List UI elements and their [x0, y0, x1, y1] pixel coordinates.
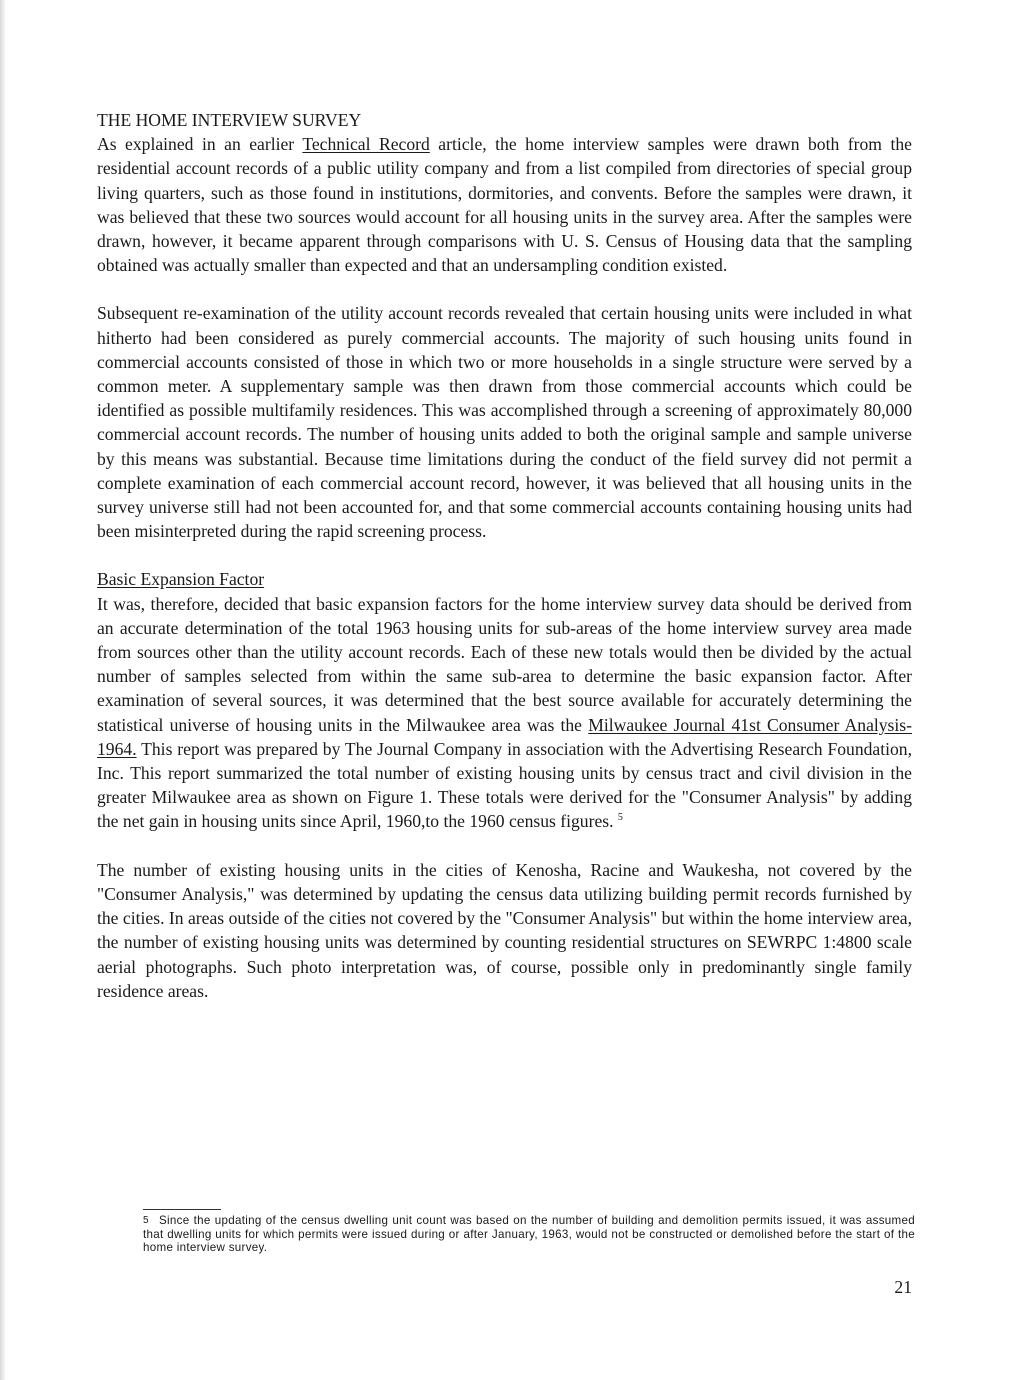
- subsection-title: Basic Expansion Factor: [97, 569, 265, 590]
- section-title: THE HOME INTERVIEW SURVEY: [97, 110, 362, 130]
- scan-edge-shadow: [0, 0, 6, 1380]
- footnote-number: 5: [143, 1215, 149, 1226]
- page-number: 21: [894, 1277, 912, 1297]
- footnote: [143, 1214, 915, 1255]
- paragraph-expansion-factor: [97, 592, 912, 834]
- expansion-text-start: It was, therefore, decided that basic expansion factors for the home interview survey data should be derived from an accurate determination of the total 1963 housing units for sub-areas of the home interview survey area made from sources other than the utility account records. Each of these new totals would then be divided by the actual number of samples selected from within the same sub-area to determine the basic expansion factor. After examination of several sources, it was determined that the best source available for accurately determining the statistical universe of housing units in the Milwaukee area was the: [97, 593, 912, 735]
- intro-text-start: As explained in an earlier: [97, 134, 303, 155]
- footnote-text: Since the updating of the census dwelling unit count was based on the number of building and demolition permits issued, it was assumed that dwelling units for which permits were issued during or after January, 1963, would not be constructed or demolished before the start of the home interview survey.: [143, 1214, 915, 1254]
- footnote-reference: 5: [617, 812, 623, 824]
- expansion-text-end: This report was prepared by The Journal Company in association with the Advertising Research Foundation, Inc. This report summarized the total number of existing housing units by census tract and civil division in the greater Milwaukee area as shown on Figure 1. These totals were derived for the "Consumer Analysis" by adding the net gain in housing units since April, 1960,to the 1960 census figures.: [97, 738, 912, 832]
- paragraph-intro: [97, 132, 912, 277]
- consumer-analysis-reference: Milwaukee Journal 41st Consumer Analysis-1964.: [97, 714, 912, 759]
- intro-text-end: article, the home interview samples were drawn both from the residential account records of a public utility company and from a list compiled from directories of special group living quarters, such as those found in institutions, dormitories, and convents. Before the samples were drawn, it was believed that these two sources would account for all housing units in the survey area. After the samples were drawn, however, it became apparent through comparisons with U. S. Census of Housing data that the sampling obtained was actually smaller than expected and that an undersampling condition existed.: [97, 134, 912, 276]
- technical-record-reference: Technical Record: [302, 134, 430, 155]
- paragraph-existing-units: The number of existing housing units in the cities of Kenosha, Racine and Waukesha, not covered by the "Consumer Analysis," was determined by updating the census data utilizing building permit records furnished by the cities. In areas outside of the cities not covered by the "Consumer Analysis" but within the home interview area, the number of existing housing units was determined by counting residential structures on SEWRPC 1:4800 scale aerial photographs. Such photo interpretation was, of course, possible only in predominantly single family residence areas.: [97, 859, 912, 1001]
- page-body: [97, 108, 912, 1003]
- paragraph-reexamination: Subsequent re-examination of the utility account records revealed that certain housing units were included in what hitherto had been considered as purely commercial accounts. The majority of such housing units found in commercial accounts consisted of those in which two or more households in a single structure were served by a common meter. A supplementary sample was then drawn from those commercial accounts which could be identified as possible multifamily residences. This was accomplished through a screening of approximately 80,000 commercial account records. The number of housing units added to both the original sample and sample universe by this means was substantial. Because time limitations during the conduct of the field survey did not permit a complete examination of each commercial account record, however, it was believed that all housing units in the survey universe still had not been accounted for, and that some commercial accounts containing housing units had been misinterpreted during the rapid screening process.: [97, 303, 912, 542]
- footnote-divider: [143, 1209, 221, 1210]
